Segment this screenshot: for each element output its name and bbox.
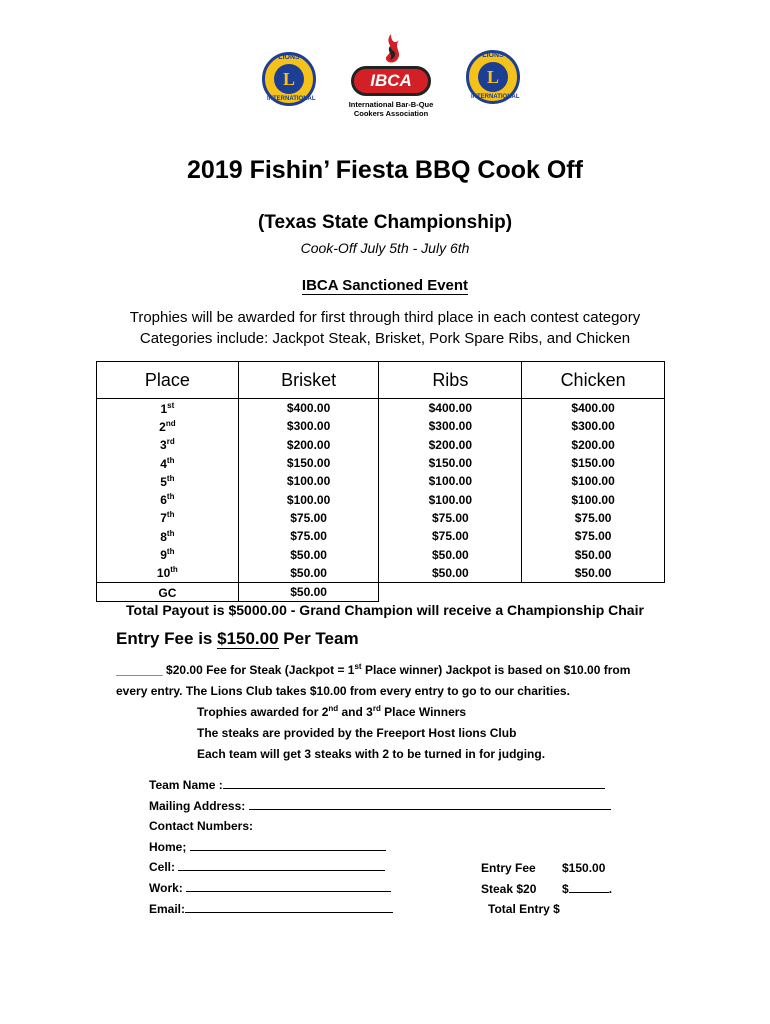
place-cell bbox=[97, 582, 239, 601]
table-row bbox=[97, 564, 665, 583]
brisket-cell: $50.00 bbox=[238, 564, 379, 583]
place-suffix: th bbox=[166, 547, 175, 557]
chicken-cell: $100.00 bbox=[522, 472, 665, 490]
lions-ring-bottom: INTERNATIONAL bbox=[267, 96, 316, 102]
table-row bbox=[97, 454, 665, 472]
totals-total-row bbox=[481, 899, 612, 920]
lions-logo-left bbox=[262, 52, 316, 106]
ibca-caption bbox=[337, 100, 445, 118]
notes-block bbox=[197, 698, 545, 765]
header-ribs: Ribs bbox=[379, 362, 522, 399]
place-number: 10 bbox=[156, 566, 171, 581]
sanction-text: IBCA Sanctioned Event bbox=[301, 277, 469, 294]
work-field[interactable] bbox=[186, 891, 391, 892]
place-number: 5 bbox=[160, 474, 167, 489]
place-suffix: nd bbox=[165, 418, 176, 428]
ibca-caption-line2: Cookers Association bbox=[353, 109, 429, 118]
header-place: Place bbox=[97, 362, 239, 399]
table-row bbox=[97, 417, 665, 435]
ribs-cell bbox=[379, 582, 522, 601]
ribs-cell: $150.00 bbox=[379, 454, 522, 472]
note-sup1: nd bbox=[328, 704, 339, 713]
table-row bbox=[97, 399, 665, 418]
chicken-cell: $75.00 bbox=[522, 509, 665, 527]
totals-steak-row: Steak $20 $ . bbox=[481, 879, 612, 900]
table-row bbox=[97, 545, 665, 563]
note-sup2: rd bbox=[372, 704, 381, 713]
note-steaks: The steaks are provided by the Freeport Host lions Club bbox=[197, 726, 517, 740]
steak-line2: every entry. The Lions Club takes $10.00 from every entry to go to our charities. bbox=[116, 684, 570, 698]
totals-block bbox=[481, 858, 612, 920]
chicken-cell: $50.00 bbox=[522, 564, 665, 583]
ibca-badge: IBCA bbox=[351, 66, 431, 96]
brisket-cell: $150.00 bbox=[238, 454, 379, 472]
note-trophies-a: Trophies awarded for 2 bbox=[197, 705, 329, 719]
place-cell bbox=[97, 436, 239, 454]
table-row bbox=[97, 582, 665, 601]
place-cell bbox=[97, 509, 239, 527]
cell-field[interactable] bbox=[178, 870, 385, 871]
lions-ring-top: LIONS bbox=[278, 54, 300, 61]
lions-letter: L bbox=[274, 64, 304, 94]
totals-total-label: Total Entry $ bbox=[488, 902, 560, 917]
place-suffix: th bbox=[166, 510, 175, 520]
place-number: 7 bbox=[160, 511, 167, 526]
ribs-cell: $75.00 bbox=[379, 527, 522, 545]
place-suffix: th bbox=[166, 492, 175, 502]
lions-ring-top: LIONS bbox=[482, 52, 504, 59]
payout-table bbox=[96, 361, 665, 602]
totals-entry-label: Entry Fee bbox=[481, 861, 536, 875]
place-cell bbox=[97, 527, 239, 545]
ribs-cell: $100.00 bbox=[379, 472, 522, 490]
lions-letter: L bbox=[478, 62, 508, 92]
note-teams: Each team will get 3 steaks with 2 to be turned in for judging. bbox=[197, 747, 546, 761]
ribs-cell: $50.00 bbox=[379, 545, 522, 563]
steak-blank: _______ bbox=[116, 663, 163, 677]
ribs-cell: $300.00 bbox=[379, 417, 522, 435]
lions-ring-bottom: INTERNATIONAL bbox=[471, 94, 520, 100]
entry-fee-suffix: Per Team bbox=[278, 629, 359, 648]
entry-fee-line bbox=[116, 629, 359, 649]
chicken-cell: $75.00 bbox=[522, 527, 665, 545]
steak-paragraph bbox=[116, 656, 630, 702]
ibca-caption-line1: International Bar-B-Que bbox=[348, 100, 434, 109]
chicken-cell bbox=[522, 582, 665, 601]
place-suffix: th bbox=[166, 455, 175, 465]
ribs-cell: $400.00 bbox=[379, 399, 522, 418]
table-row bbox=[97, 509, 665, 527]
place-cell bbox=[97, 545, 239, 563]
place-number: 4 bbox=[160, 456, 167, 471]
note-trophies bbox=[197, 698, 545, 723]
subtitle: (Texas State Championship) bbox=[257, 212, 513, 233]
categories-line: Categories include: Jackpot Steak, Brisket, Pork Spare Ribs, and Chicken bbox=[139, 330, 631, 347]
place-number: 1 bbox=[160, 401, 168, 416]
place-suffix: th bbox=[166, 528, 175, 538]
chicken-cell: $200.00 bbox=[522, 436, 665, 454]
table-row bbox=[97, 490, 665, 508]
brisket-cell: $50.00 bbox=[238, 545, 379, 563]
header-brisket: Brisket bbox=[238, 362, 379, 399]
ribs-cell: $100.00 bbox=[379, 490, 522, 508]
chicken-cell: $300.00 bbox=[522, 417, 665, 435]
totals-steak-label: Steak $20 bbox=[481, 881, 537, 896]
ibca-logo bbox=[345, 32, 437, 122]
brisket-cell: $100.00 bbox=[238, 490, 379, 508]
place-number: 3 bbox=[160, 438, 167, 453]
brisket-cell: $400.00 bbox=[238, 399, 379, 418]
flame-icon bbox=[373, 32, 409, 68]
place-cell bbox=[97, 454, 239, 472]
place-cell bbox=[97, 399, 239, 418]
place-cell bbox=[97, 472, 239, 490]
header-chicken: Chicken bbox=[522, 362, 665, 399]
note-trophies-b: and 3 bbox=[338, 705, 373, 719]
brisket-cell: $75.00 bbox=[238, 509, 379, 527]
work-label: Work: bbox=[149, 880, 187, 895]
brisket-cell: $300.00 bbox=[238, 417, 379, 435]
home-label: Home; bbox=[149, 839, 190, 854]
place-cell bbox=[97, 564, 239, 583]
chicken-cell: $150.00 bbox=[522, 454, 665, 472]
place-suffix: rd bbox=[166, 437, 175, 447]
email-label: Email: bbox=[149, 901, 186, 916]
lions-logo-right bbox=[466, 50, 520, 104]
steak-line1 bbox=[116, 656, 630, 681]
entry-fee-prefix: Entry Fee is bbox=[116, 629, 218, 648]
table-row bbox=[97, 436, 665, 454]
place-number: 9 bbox=[160, 548, 167, 563]
trophies-line: Trophies will be awarded for first through third place in each contest category bbox=[129, 309, 641, 326]
steak-text-b: Place winner) Jackpot is based on $10.00 from bbox=[361, 663, 631, 677]
home-field[interactable] bbox=[190, 850, 386, 851]
table-row bbox=[97, 527, 665, 545]
team-name-row bbox=[149, 775, 611, 796]
home-row bbox=[149, 837, 611, 858]
email-field[interactable] bbox=[185, 912, 393, 913]
entry-fee-amount: $150.00 bbox=[217, 629, 279, 648]
totals-steak-value: $ bbox=[562, 881, 569, 896]
mailing-field[interactable] bbox=[249, 809, 611, 810]
sanction-line bbox=[0, 277, 770, 294]
cell-label: Cell: bbox=[149, 860, 179, 875]
place-cell bbox=[97, 490, 239, 508]
page-title: 2019 Fishin’ Fiesta BBQ Cook Off bbox=[187, 156, 583, 184]
chicken-cell: $400.00 bbox=[522, 399, 665, 418]
steak-text-a: $20.00 Fee for Steak (Jackpot = 1 bbox=[162, 663, 355, 677]
chicken-cell: $100.00 bbox=[522, 490, 665, 508]
totals-steak-field[interactable] bbox=[569, 892, 609, 893]
place-number: 2 bbox=[159, 419, 166, 434]
chicken-cell: $50.00 bbox=[522, 545, 665, 563]
place-suffix: st bbox=[167, 400, 175, 410]
place-suffix: th bbox=[170, 565, 178, 575]
place-number: 6 bbox=[160, 493, 167, 508]
team-name-field[interactable] bbox=[223, 788, 605, 789]
mailing-label: Mailing Address: bbox=[149, 798, 249, 813]
place-number: 8 bbox=[160, 529, 167, 544]
contact-row bbox=[149, 816, 611, 837]
contact-label: Contact Numbers: bbox=[149, 819, 254, 834]
place-suffix: th bbox=[166, 473, 175, 483]
note-trophies-c: Place Winners bbox=[380, 705, 467, 719]
ribs-cell: $75.00 bbox=[379, 509, 522, 527]
event-dates: Cook-Off July 5th - July 6th bbox=[300, 240, 470, 256]
totals-entry-row bbox=[481, 858, 612, 879]
total-payout: Total Payout is $5000.00 - Grand Champion will receive a Championship Chair bbox=[126, 602, 644, 618]
totals-entry-value: $150.00 bbox=[562, 861, 606, 875]
place-cell bbox=[97, 417, 239, 435]
brisket-cell: $50.00 bbox=[238, 582, 379, 601]
mailing-row bbox=[149, 796, 611, 817]
brisket-cell: $200.00 bbox=[238, 436, 379, 454]
ribs-cell: $50.00 bbox=[379, 564, 522, 583]
brisket-cell: $75.00 bbox=[238, 527, 379, 545]
table-header-row bbox=[97, 362, 665, 399]
brisket-cell: $100.00 bbox=[238, 472, 379, 490]
ribs-cell: $200.00 bbox=[379, 436, 522, 454]
team-name-label: Team Name : bbox=[149, 778, 223, 792]
table-row bbox=[97, 472, 665, 490]
steak-sup: st bbox=[354, 662, 362, 671]
place-number: GC bbox=[158, 585, 177, 600]
